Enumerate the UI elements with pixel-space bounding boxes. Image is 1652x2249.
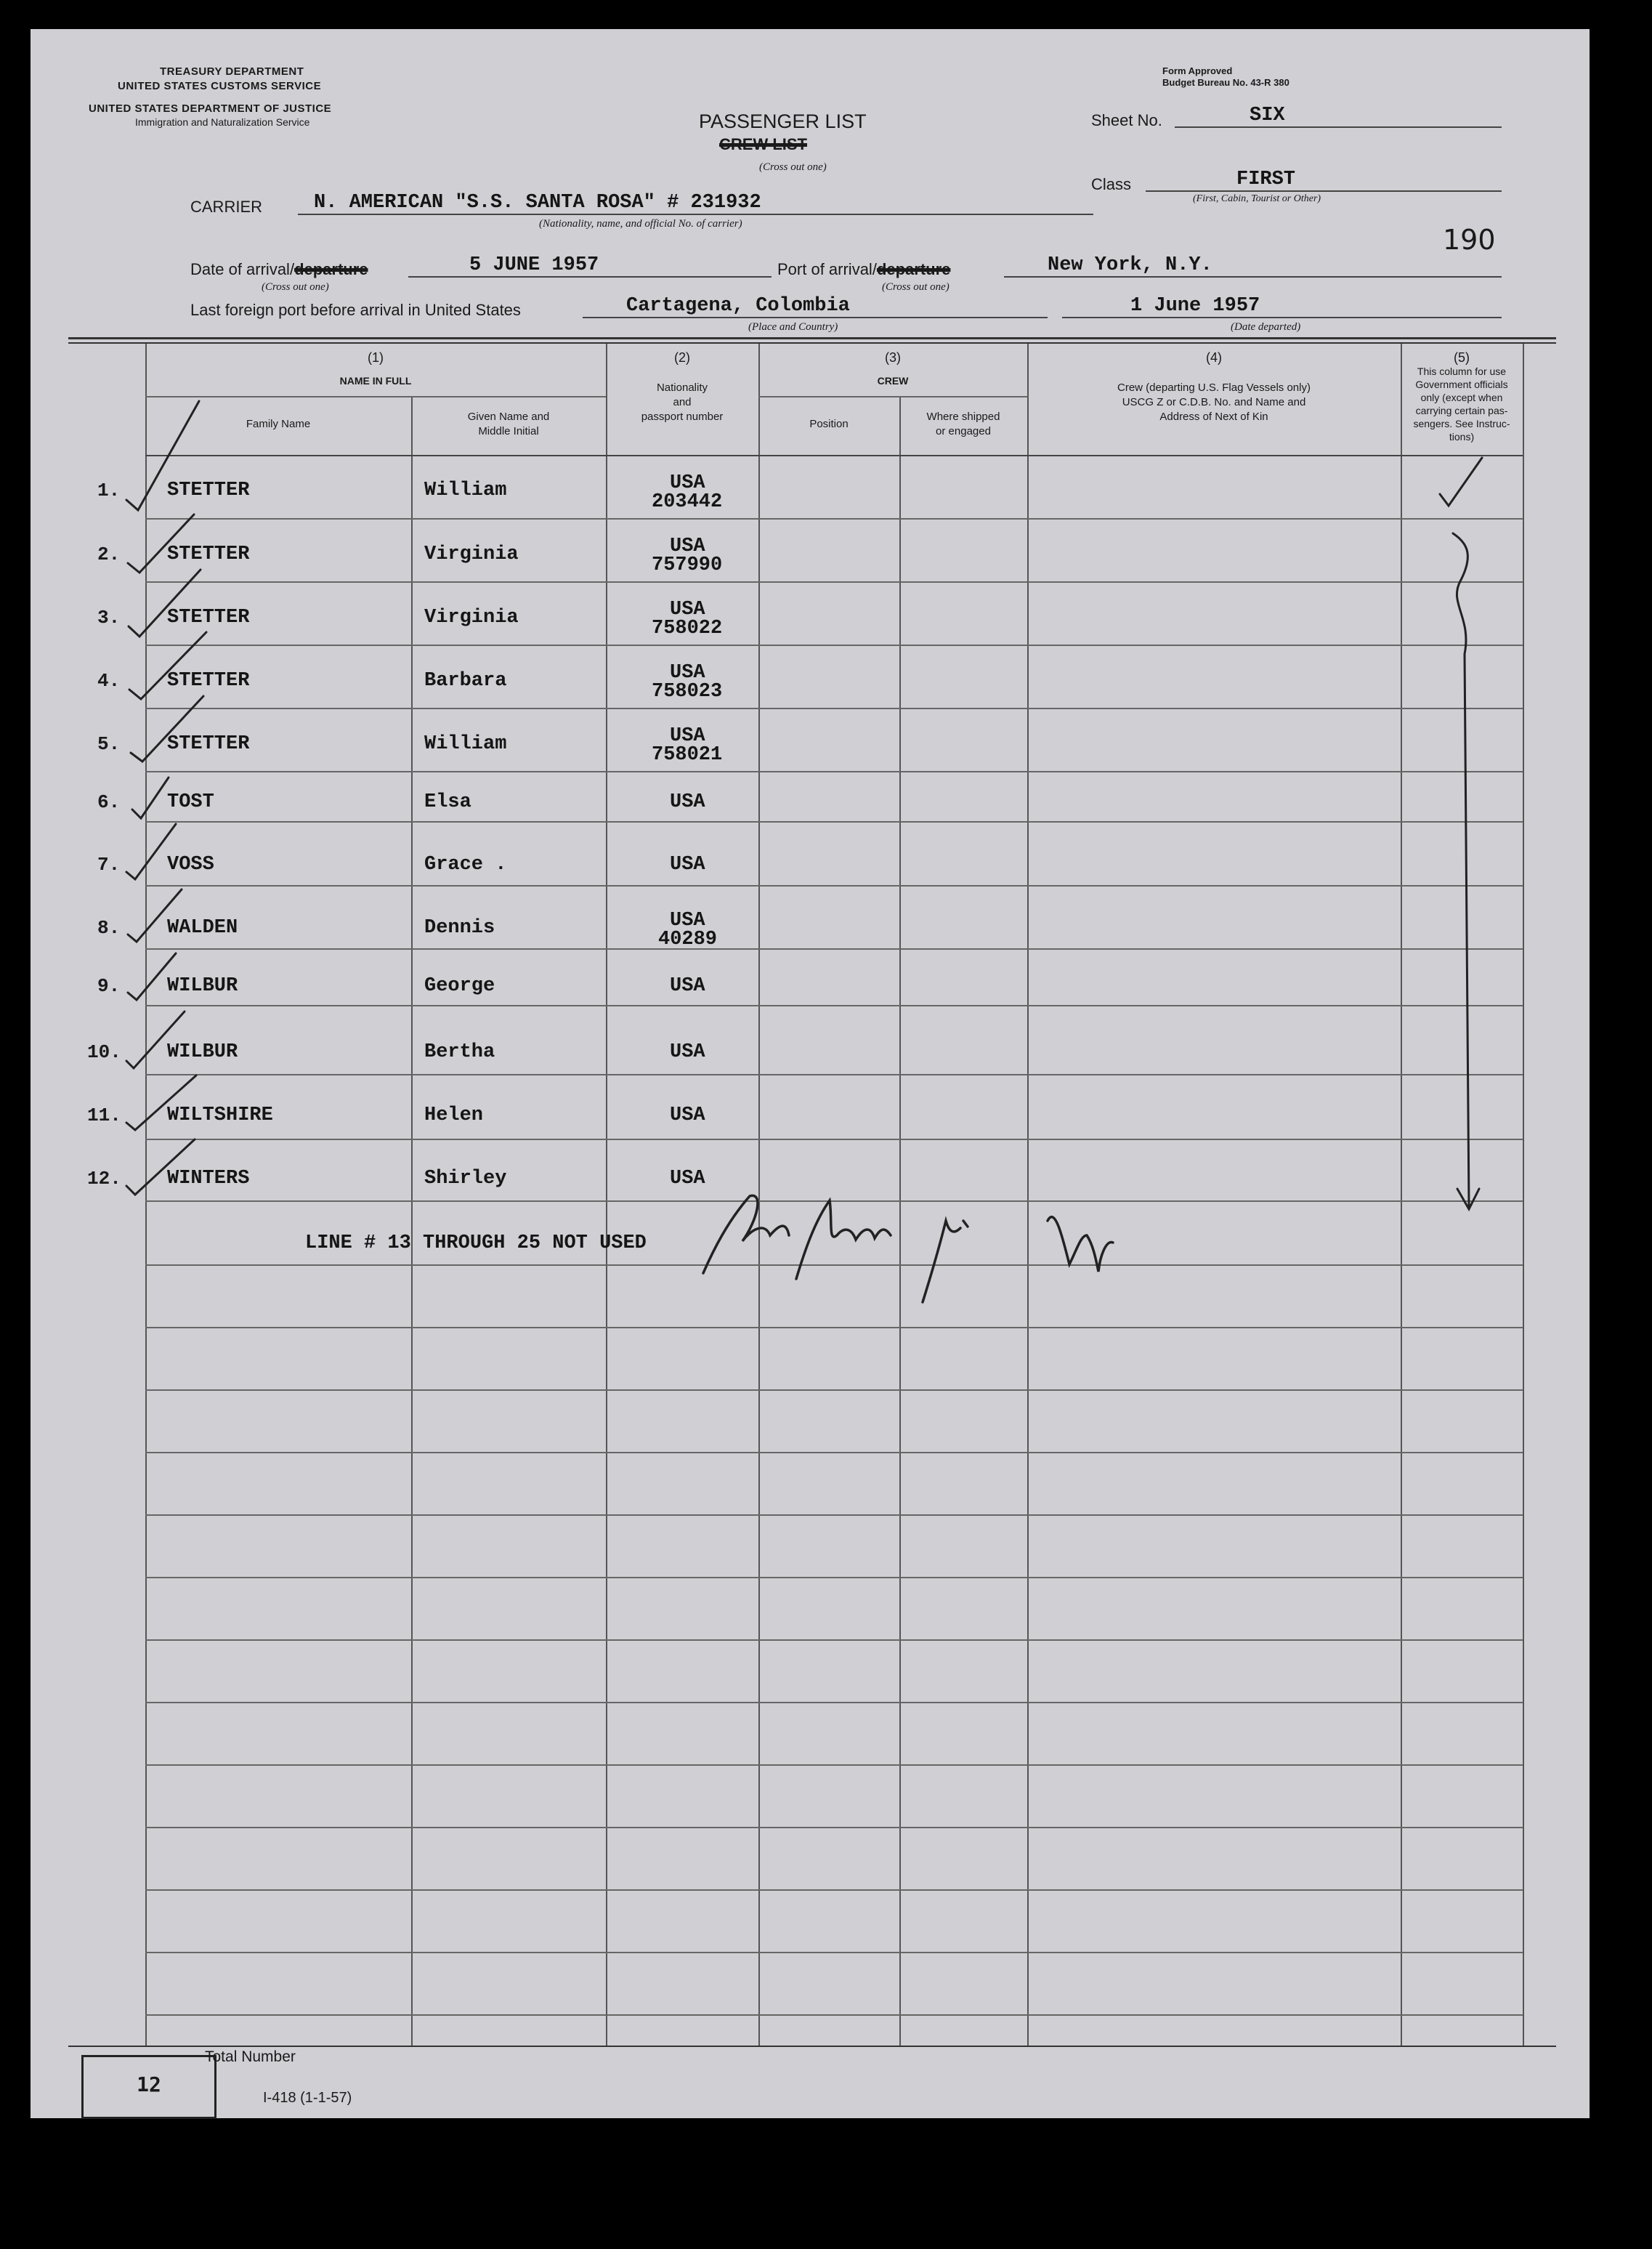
given-name: Virginia <box>424 607 519 629</box>
given-name: Dennis <box>424 917 495 939</box>
budget-bureau: Budget Bureau No. 43-R 380 <box>1162 77 1289 88</box>
row-number: 3. <box>97 607 121 629</box>
given-name: George <box>424 975 495 997</box>
col2-num: (2) <box>674 350 690 365</box>
nationality: USA <box>670 725 705 747</box>
column-five-check <box>1440 458 1482 506</box>
col2-line2: and <box>673 396 692 408</box>
carrier-label: CARRIER <box>190 198 263 216</box>
family-name: WILBUR <box>167 975 238 997</box>
customs-service: UNITED STATES CUSTOMS SERVICE <box>118 80 322 92</box>
family-name: STETTER <box>167 670 250 692</box>
given-name: Virginia <box>424 544 519 565</box>
given-name-header-2: Middle Initial <box>478 425 539 437</box>
check-mark <box>126 1139 195 1195</box>
check-mark <box>132 778 169 818</box>
family-name: STETTER <box>167 733 250 755</box>
row-number: 2. <box>97 544 121 565</box>
row-number: 6. <box>97 791 121 813</box>
row-number: 12. <box>87 1168 121 1190</box>
family-name: WINTERS <box>167 1168 250 1190</box>
passport-number: 40289 <box>658 929 718 950</box>
passenger-list-form <box>31 29 1590 2118</box>
check-mark <box>126 1075 196 1130</box>
check-mark <box>128 953 176 1000</box>
departed-hint: (Date departed) <box>1231 321 1301 333</box>
class-hint: (First, Cabin, Tourist or Other) <box>1193 193 1321 204</box>
lastport-label: Last foreign port before arrival in United States <box>190 301 521 319</box>
lastport-value: Cartagena, Colombia <box>626 295 850 317</box>
passport-number: 757990 <box>652 554 723 576</box>
col5-line6: tions) <box>1449 431 1475 443</box>
nationality: USA <box>670 1041 705 1063</box>
list-title: PASSENGER LIST <box>699 110 867 132</box>
nationality: USA <box>670 1105 705 1126</box>
port-hint: (Cross out one) <box>882 281 950 293</box>
treasury-department: TREASURY DEPARTMENT <box>160 65 304 78</box>
col3-num: (3) <box>885 350 901 365</box>
given-name: Bertha <box>424 1041 495 1063</box>
check-mark <box>126 824 176 879</box>
family-name: VOSS <box>167 854 214 876</box>
immigration-service: Immigration and Naturalization Service <box>135 116 310 128</box>
crossed-port-departure: departure <box>876 260 951 278</box>
given-name: Elsa <box>424 791 471 813</box>
family-name-header: Family Name <box>246 418 311 430</box>
row-number: 9. <box>97 975 121 997</box>
departed-value: 1 June 1957 <box>1130 295 1260 317</box>
shipped-header-1: Where shipped <box>926 411 1000 423</box>
passport-number: 758023 <box>652 681 723 703</box>
page-number: 190 <box>1443 224 1496 256</box>
given-name: William <box>424 733 507 755</box>
check-mark <box>131 696 203 762</box>
crossed-departure: departure <box>294 260 368 278</box>
col5-line4: carrying certain pas- <box>1415 405 1508 416</box>
signature <box>796 1200 891 1279</box>
row-number: 8. <box>97 917 121 939</box>
signature <box>703 1195 789 1273</box>
row-number: 1. <box>97 480 121 501</box>
family-name: STETTER <box>167 607 250 629</box>
col4-num: (4) <box>1206 350 1222 365</box>
col4-line3: Address of Next of Kin <box>1159 411 1268 423</box>
family-name: STETTER <box>167 544 250 565</box>
check-mark <box>128 889 182 942</box>
passport-number: 758021 <box>652 744 723 766</box>
total-value: 12 <box>137 2072 161 2096</box>
nationality: USA <box>670 536 705 557</box>
family-name: STETTER <box>167 480 250 501</box>
col3-title: CREW <box>877 375 909 387</box>
col5-line2: Government officials <box>1415 379 1508 390</box>
col4-line2: USCG Z or C.D.B. No. and Name and <box>1122 396 1306 408</box>
given-name: William <box>424 480 507 501</box>
class-value: FIRST <box>1236 169 1296 190</box>
passport-number: 203442 <box>652 491 723 513</box>
family-name: WALDEN <box>167 917 238 939</box>
arrival-label: Date of arrival/departure <box>190 260 368 278</box>
col5-line1: This column for use <box>1417 366 1507 377</box>
given-name: Helen <box>424 1105 484 1126</box>
passport-number: 758022 <box>652 618 723 639</box>
signature <box>923 1221 968 1302</box>
nationality: USA <box>670 472 705 494</box>
given-name-header-1: Given Name and <box>467 411 550 423</box>
row-number: 5. <box>97 733 121 755</box>
check-mark <box>126 1012 185 1068</box>
carrier-hint: (Nationality, name, and official No. of carrier) <box>539 218 742 230</box>
arrival-value: 5 JUNE 1957 <box>469 254 599 276</box>
col2-line3: passport number <box>641 411 724 423</box>
position-header: Position <box>809 418 849 430</box>
check-mark <box>129 632 206 699</box>
check-mark <box>129 570 201 637</box>
col1-num: (1) <box>368 350 384 365</box>
lastport-hint: (Place and Country) <box>748 321 838 333</box>
col5-line3: only (except when <box>1420 392 1503 403</box>
nationality: USA <box>670 1168 705 1190</box>
family-name: WILTSHIRE <box>167 1105 273 1126</box>
check-mark <box>128 514 194 573</box>
col5-num: (5) <box>1454 350 1470 365</box>
form-number: I-418 (1-1-57) <box>263 2090 352 2106</box>
row-number: 10. <box>87 1041 121 1063</box>
col5-line5: sengers. See Instruc- <box>1413 418 1510 429</box>
sheet-value: SIX <box>1250 105 1285 126</box>
port-label: Port of arrival/departure <box>777 260 951 278</box>
given-name: Grace . <box>424 854 507 876</box>
family-name: WILBUR <box>167 1041 238 1063</box>
sheet-label: Sheet No. <box>1091 111 1162 129</box>
form-approved: Form Approved <box>1162 65 1233 76</box>
col2-line1: Nationality <box>656 381 708 394</box>
nationality: USA <box>670 662 705 684</box>
row-number: 7. <box>97 854 121 876</box>
nationality: USA <box>670 854 705 876</box>
col1-title: NAME IN FULL <box>339 375 412 387</box>
nationality: USA <box>670 791 705 813</box>
signature <box>1048 1217 1113 1272</box>
crossed-crew-list: CREW LIST <box>719 135 807 153</box>
cross-out-one-hint: (Cross out one) <box>759 161 827 173</box>
not-used-note: LINE # 13 THROUGH 25 NOT USED <box>305 1232 647 1254</box>
given-name: Shirley <box>424 1168 507 1190</box>
check-mark <box>126 401 199 510</box>
row-number: 11. <box>87 1105 121 1126</box>
nationality: USA <box>670 975 705 997</box>
port-value: New York, N.Y. <box>1048 254 1212 276</box>
arrival-hint: (Cross out one) <box>262 281 329 293</box>
row-number: 4. <box>97 670 121 692</box>
col4-line1: Crew (departing U.S. Flag Vessels only) <box>1117 381 1311 394</box>
total-label: Total Number <box>205 2048 296 2065</box>
handwritten-marks <box>31 29 1590 2118</box>
class-label: Class <box>1091 175 1132 193</box>
nationality: USA <box>670 599 705 621</box>
family-name: TOST <box>167 791 214 813</box>
carrier-value: N. AMERICAN "S.S. SANTA ROSA" # 231932 <box>314 192 761 214</box>
shipped-header-2: or engaged <box>936 425 991 437</box>
column-five-arrow <box>1453 533 1469 1206</box>
nationality: USA <box>670 910 705 932</box>
given-name: Barbara <box>424 670 507 692</box>
department-of-justice: UNITED STATES DEPARTMENT OF JUSTICE <box>89 102 332 115</box>
